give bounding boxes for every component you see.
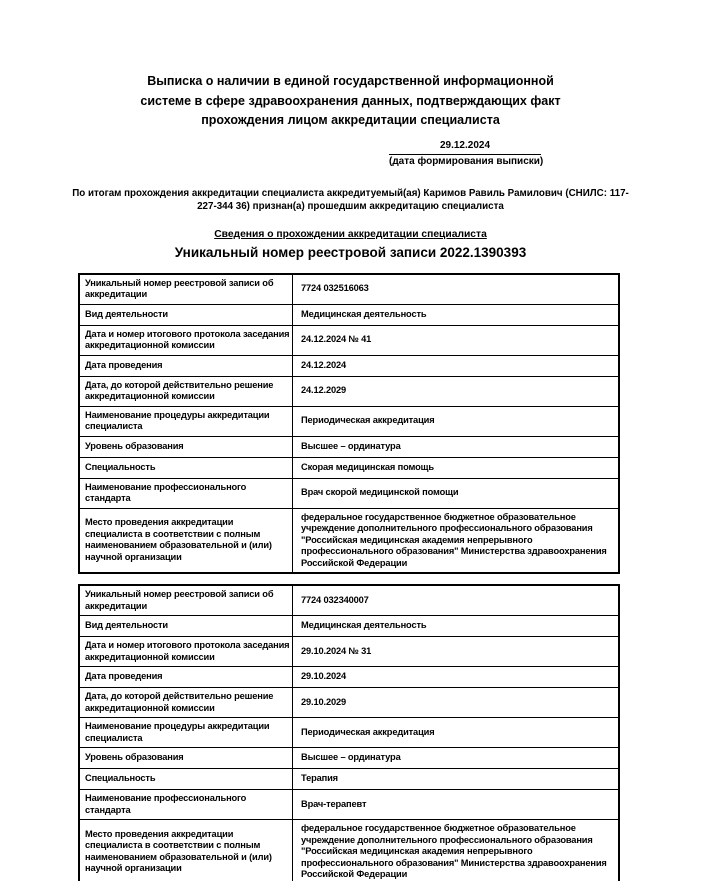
- row-label: Дата проведения: [80, 667, 293, 687]
- row-label: Наименование процедуры аккредитации специалиста: [80, 718, 293, 747]
- document-title-line-2: системе в сфере здравоохранения данных, подтверждающих факт: [140, 93, 561, 108]
- accreditation-table-1: [78, 273, 620, 575]
- row-value: 7724 032340007: [301, 594, 369, 605]
- row-value: 24.12.2029: [301, 385, 347, 396]
- section-heading: Сведения о прохождении аккредитации специалиста: [214, 228, 487, 240]
- row-label: Вид деятельности: [80, 616, 293, 636]
- document-title-line-1: Выписка о наличии в единой государственной информационной: [147, 74, 554, 88]
- table-row: [80, 436, 618, 457]
- row-label: Уровень образования: [80, 748, 293, 768]
- document-title: [0, 0, 701, 131]
- row-label: Дата проведения: [80, 356, 293, 376]
- row-value: 7724 032516063: [301, 283, 369, 294]
- row-value: Периодическая аккредитация: [301, 415, 435, 426]
- table-row: [80, 457, 618, 478]
- table-row: [80, 586, 618, 615]
- table-row: [80, 376, 618, 406]
- row-value: Медицинская деятельность: [301, 620, 427, 631]
- table-row: [80, 325, 618, 355]
- intro-paragraph: По итогам прохождения аккредитации специалиста аккредитуемый(ая) Каримов Равиль Рамилович (СНИЛС: 117-227-344 36) признан(а) прошедшим аккредитацию специалиста: [72, 187, 629, 212]
- extract-date-caption: (дата формирования выписки): [389, 155, 544, 167]
- row-value: Медицинская деятельность: [301, 308, 427, 319]
- table-row: [80, 819, 618, 881]
- row-value: федеральное государственное бюджетное образовательное учреждение дополнительного профессионального образования "Российская медицинская академия непрерывного профессионального образования" Министерства здравоохранения Российской Федерации: [301, 511, 607, 568]
- extract-date: 29.12.2024: [389, 140, 541, 155]
- row-value: 29.10.2024: [301, 671, 347, 682]
- table-row: [80, 478, 618, 508]
- table-row: [80, 768, 618, 789]
- table-row: [80, 304, 618, 325]
- row-label: Дата и номер итогового протокола заседания аккредитационной комиссии: [80, 637, 293, 666]
- row-value: Терапия: [301, 773, 338, 784]
- document-title-line-3: прохождения лицом аккредитации специалиста: [201, 113, 500, 127]
- row-label: Вид деятельности: [80, 305, 293, 325]
- table-row: [80, 666, 618, 687]
- row-value: Высшее – ординатура: [301, 752, 401, 763]
- row-value: 29.10.2029: [301, 696, 347, 707]
- row-label: Место проведения аккредитации специалиста в соответствии с полным наименованием образовательной и (или) научной организации: [80, 509, 293, 573]
- row-value: Врач скорой медицинской помощи: [301, 487, 459, 498]
- table-row: [80, 636, 618, 666]
- row-label: Уникальный номер реестровой записи об аккредитации: [80, 586, 293, 615]
- row-value: 29.10.2024 № 31: [301, 645, 372, 656]
- row-label: Уровень образования: [80, 437, 293, 457]
- row-value: Высшее – ординатура: [301, 440, 401, 451]
- row-value: Врач-терапевт: [301, 798, 367, 809]
- row-label: Наименование профессионального стандарта: [80, 790, 293, 819]
- row-label: Наименование профессионального стандарта: [80, 479, 293, 508]
- table-row: [80, 615, 618, 636]
- row-value: федеральное государственное бюджетное образовательное учреждение дополнительного профессионального образования "Российская медицинская академия непрерывного профессионального образования" Министерства здравоохранения Российской Федерации: [301, 823, 607, 879]
- accreditation-table-2: [78, 584, 620, 881]
- table-row: [80, 508, 618, 573]
- row-value: 24.12.2024: [301, 359, 347, 370]
- table-row: [80, 717, 618, 747]
- row-label: Дата и номер итогового протокола заседания аккредитационной комиссии: [80, 326, 293, 355]
- extract-date-block: [389, 139, 544, 168]
- row-value: 24.12.2024 № 41: [301, 334, 372, 345]
- table-row: [80, 355, 618, 376]
- registry-number-heading: Уникальный номер реестровой записи 2022.1390393: [174, 244, 527, 260]
- row-value: Скорая медицинская помощь: [301, 461, 434, 472]
- row-label: Специальность: [80, 458, 293, 478]
- table-row: [80, 789, 618, 819]
- row-value: Периодическая аккредитация: [301, 726, 435, 737]
- table-row: [80, 687, 618, 717]
- row-label: Дата, до которой действительно решение аккредитационной комиссии: [80, 377, 293, 406]
- row-label: Дата, до которой действительно решение аккредитационной комиссии: [80, 688, 293, 717]
- table-row: [80, 275, 618, 304]
- row-label: Специальность: [80, 769, 293, 789]
- row-label: Наименование процедуры аккредитации специалиста: [80, 407, 293, 436]
- table-row: [80, 406, 618, 436]
- table-row: [80, 747, 618, 768]
- row-label: Уникальный номер реестровой записи об аккредитации: [80, 275, 293, 304]
- row-label: Место проведения аккредитации специалиста в соответствии с полным наименованием образовательной и (или) научной организации: [80, 820, 293, 881]
